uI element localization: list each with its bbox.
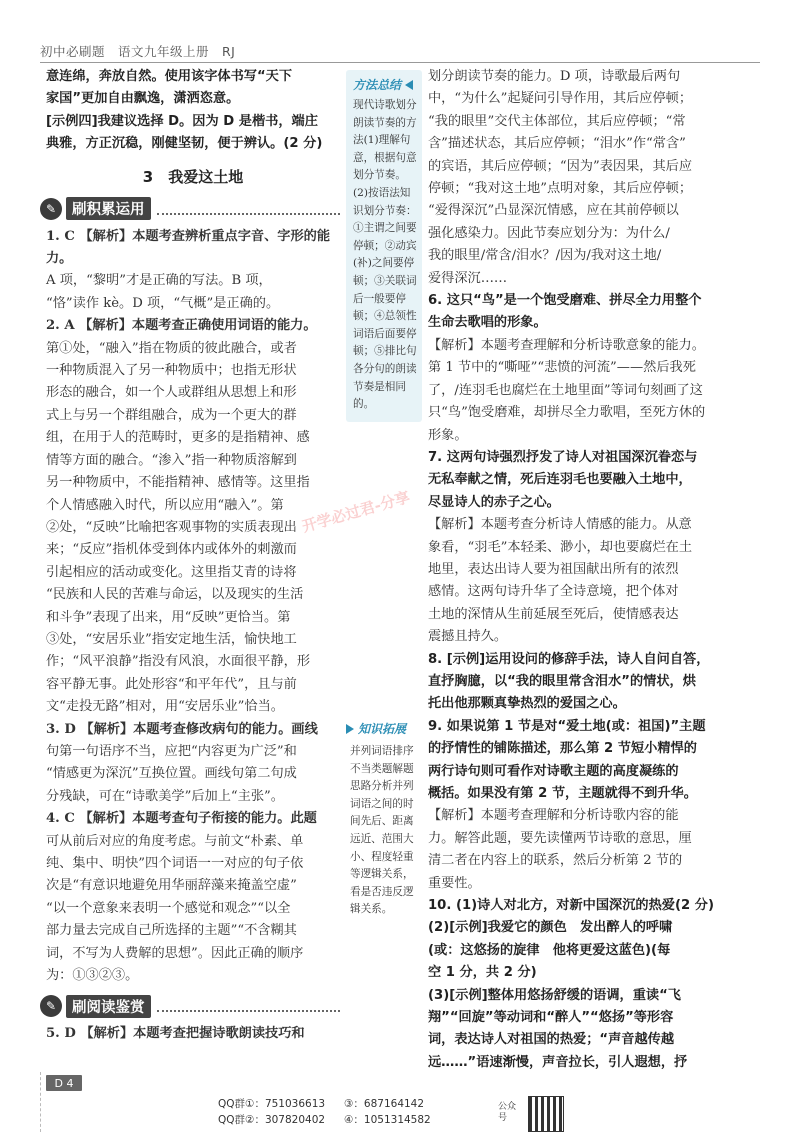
answer-q5 [46,1023,340,1045]
text-line: 文“走投无路”相对，用“安居乐业”恰当。 [46,699,284,715]
text-line: 意连绵，奔放自然。使用该字体书写“天下 [46,69,293,84]
left-column [46,66,340,1046]
page-header: 初中必刷题 语文九年级上册 RJ [40,44,236,59]
text-line: (或：这悠扬的旋律 他将更爱这蓝色)(每 [428,942,671,958]
text-line: 容平静无事。此处形容“和平年代”，且与前 [46,676,297,692]
answer-q7 [428,447,728,514]
analysis-q9 [428,805,728,895]
text-line: 2. A 【解析】本题考查正确使用词语的能力。 [46,318,317,334]
text-line: (2)[示例]我爱它的颜色 发出醉人的呼啸 [428,920,673,936]
analysis-q6 [428,335,728,447]
text-line: 9. 如果说第 1 节是对“爱土地(或：祖国)”主题 [428,718,706,734]
banner-label: 刷阅读鉴赏 [66,995,151,1018]
continued-answer [46,66,340,156]
text-line: 象看，“羽毛”本轻柔、渺小，却也要腐烂在土 [428,539,693,555]
text-line: 式上与另一个群组融合，成为一个更大的群 [46,407,297,423]
text-line: 为：①③②③。 [46,968,139,984]
text-line: “爱得深沉”凸显深沉情感，应在其前停顿以 [428,203,679,219]
dotted-divider [157,1000,341,1012]
answer-q9 [428,716,728,806]
qr-code-icon [528,1096,564,1132]
brush-icon: ✎ [40,995,62,1017]
text-line: 7. 这两句诗强烈抒发了诗人对祖国深沉眷恋与 [428,449,698,465]
text-line: 5. D 【解析】本题考查把握诗歌朗读技巧和 [46,1026,305,1042]
text-line: 句第一句语序不当，应把“内容更为广泛”和 [46,743,297,759]
qq-group-3: ③：687164142 [344,1098,425,1110]
right-column [428,66,728,1074]
text-line: 另一种物质中，不能指精神、感情等。这里指 [46,475,310,491]
text-line: 一种物质混入了另一种物质中；也指无形状 [46,363,297,379]
text-line: 地里，表达出诗人要为祖国献出所有的浓烈 [428,561,679,577]
text-line: “以一个意象来表明一个感觉和观念”“以全 [46,900,291,916]
text-line: 两行诗句则可看作对诗歌主题的高度凝练的 [428,763,679,779]
text-line: 爱得深沉…… [428,270,508,286]
text-line: 【解析】本题考查理解和分析诗歌意象的能力。 [428,337,705,353]
text-line: 托出他那颗真挚热烈的爱国之心。 [428,696,626,712]
binding-margin [0,1072,41,1132]
text-line: 生命去歌唱的形象。 [428,315,547,331]
watermark: 开学必过君-分享 [300,487,412,536]
text-line: 力。解答此题，要先读懂两节诗歌的意思，厘 [428,830,692,846]
answer-q4 [46,808,340,987]
text-line: A 项，“黎明”才是正确的写法。B 项， [46,273,272,289]
text-line: 情等方面的融合。“渗入”指一种物质溶解到 [46,452,297,468]
text-line: 我的眼里/常含/泪水？/因为/我对这土地/ [428,248,662,264]
text-line: 次是“有意识地避免用华丽辞藻来掩盖空虚” [46,878,297,894]
text-line: 分残缺，可在“诗歌美学”后加上“主张”。 [46,788,284,804]
text-line: 典雅，方正沉稳，刚健坚韧，便于辨认。(2 分) [46,136,323,152]
text-line: (3)[示例]整体用悠扬舒缓的语调，重读“飞 [428,987,681,1003]
text-line: 3. D 【解析】本题考查修改病句的能力。画线 [46,721,318,737]
text-line: 的抒情性的铺陈描述，那么第 2 节短小精悍的 [428,741,697,757]
answer-q8 [428,649,728,716]
qq-group-1: QQ群①：751036613 [218,1098,326,1110]
text-line: 无私奉献之情，死后连羽毛也要融入土地中， [428,472,692,488]
pointer-left-icon [405,80,413,90]
text-line: 作；“风平浪静”指没有风浪，水面很平静，形 [46,654,311,670]
text-line: 土地的深情从生前延展至死后，使情感表达 [428,606,679,622]
answer-q3 [46,719,340,809]
answer-q1 [46,226,340,316]
brush-icon: ✎ [40,198,62,220]
text-line: 感情。这两句诗升华了全诗意境，把个体对 [428,584,679,600]
text-line: 组，在用于人的范畴时，更多的是指精神、感 [46,430,310,446]
text-line: ③处，“安居乐业”指安定地生活，愉快地工 [46,631,297,647]
text-line: 只“鸟”饱受磨难，却拼尽全力歌唱，至死方休的 [428,405,706,421]
knowledge-extension-box [346,720,422,919]
text-line: 直抒胸臆，以“我的眼里常含泪水”的情状，烘 [428,673,696,689]
text-line: ②处，“反映”比喻把客观事物的实质表现出 [46,519,297,535]
text-line: 1. C 【解析】本题考查辨析重点字音、字形的能力。 [46,228,331,267]
text-line: 纯、集中、明快”四个词语一一对应的句子依 [46,856,304,871]
pointer-right-icon [346,724,354,734]
page-number: D 4 [46,1075,82,1091]
text-line: 尽显诗人的赤子之心。 [428,494,560,510]
text-line: 概括。如果没有第 2 节，主题就得不到升华。 [428,786,697,801]
text-line: “我的眼里”交代主体部位，其后应停顿；“常 [428,113,686,129]
text-line: 【解析】本题考查理解和分析诗歌内容的能 [428,808,679,824]
answer-q2 [46,315,340,718]
text-line: 停顿；“我对这土地”点明对象，其后应停顿； [428,181,693,197]
text-line: 翔”“回旋”等动词和“醉人”“悠扬”等形容 [428,1010,674,1026]
text-line: 和斗争”表现了出来，用“反映”更恰当。第 [46,609,291,625]
section-banner [40,196,340,222]
text-line: “恪”读作 kè。D 项，“气概”是正确的。 [46,295,280,311]
dotted-divider [157,203,341,215]
analysis-q7 [428,514,728,648]
text-line: 8. [示例]运用设问的修辞手法，诗人自问自答， [428,651,710,667]
text-line: 4. C 【解析】本题考查句子衔接的能力。此题 [46,811,317,827]
method-summary-header [353,76,417,93]
page-footer [0,1072,800,1132]
knowledge-extension-title: 知识拓展 [358,722,407,736]
knowledge-extension-header [346,720,422,737]
section-title: 3 我爱这土地 [142,167,244,186]
text-line: 震撼且持久。 [428,629,508,645]
text-line: 词，不写为人费解的思想”。因此正确的顺序 [46,945,304,961]
text-line: 10. (1)诗人对北方，对新中国深沉的热爱(2 分) [428,898,715,914]
text-line: “情感更为深沉”互换位置。画线句第二句成 [46,766,297,782]
text-line: 可从前后对应的角度考虑。与前文“朴素、单 [46,833,304,849]
text-line: 含”描述状态，其后应停顿；“泪水”作“常含” [428,136,686,152]
side-notes [346,70,422,422]
section-banner [40,993,340,1019]
method-summary-box [346,70,422,422]
text-line: 第 1 节中的“嘶哑”“悲愤的河流”——然后我死 [428,360,696,376]
text-line: 引起相应的活动或变化。这里指艾青的诗将 [46,564,297,580]
text-line: 强化感染力。因此节奏应划分为：为什么/ [428,225,670,241]
banner-label: 刷积累运用 [66,197,151,220]
text-line: 部力量去完成自己所选择的主题”“不含糊其 [46,923,297,939]
text-line: 形象。 [428,427,468,443]
text-line: 【解析】本题考查分析诗人情感的能力。从意 [428,517,692,533]
text-line: 形态的融合，如一个人或群组从思想上和形 [46,385,297,401]
method-summary-text: 现代诗歌划分朗读节奏的方法(1)理解句意，根据句意划分节奏。(2)按语法知识划分节奏：①主谓之间要停顿；②动宾(补)之间要停顿；③关联词后一般要停顿；④总领性词语后面要停顿；⑤排比句各分句的朗读节奏是相同的。 [353,99,417,411]
qq-group-4: ④：1051314582 [344,1114,431,1126]
text-line: 词，表达诗人对祖国的热爱；“声音越传越 [428,1032,675,1048]
text-line: 空 1 分，共 2 分) [428,965,537,981]
text-line: 来；“反应”指机体受到体内或体外的刺激而 [46,542,297,558]
qr-label: 公众号 [498,1102,517,1123]
text-line: 重要性。 [428,875,481,891]
text-line: 划分朗读节奏的能力。D 项，诗歌最后两句 [428,69,681,84]
text-line: 清二者在内容上的联系，然后分析第 2 节的 [428,853,683,869]
header-divider [40,62,760,63]
method-summary-title: 方法总结 [353,78,402,92]
answer-q5-continued [428,66,728,290]
text-line: “民族和人民的苦难与命运，以及现实的生活 [46,587,304,603]
answer-q10 [428,895,728,1074]
answer-q6 [428,290,728,335]
knowledge-extension-text: 并列词语排序不当类题解题思路分析并列词语之间的时间先后、距离远近、范围大小、程度轻重等逻辑关系，看是否违反逻辑关系。 [350,745,414,916]
text-line: 的宾语，其后应停顿；“因为”表因果，其后应 [428,158,693,174]
text-line: 远……”语速渐慢，声音拉长，引人遐想，抒 [428,1054,688,1070]
text-line: 了，/连羽毛也腐烂在土地里面”等词句刻画了这 [428,382,703,398]
text-line: 个人情感融入时代，所以应用“融入”。第 [46,497,284,513]
text-line: 6. 这只“鸟”是一个饱受磨难、拼尽全力用整个 [428,293,702,309]
qq-group-2: QQ群②：307820402 [218,1114,326,1126]
text-line: 第①处，“融入”指在物质的彼此融合，或者 [46,340,297,356]
text-line: 中，“为什么”起疑问引导作用，其后应停顿； [428,91,693,107]
text-line: [示例四]我建议选择 D。因为 D 是楷书，端庄 [46,113,318,129]
text-line: 家国”更加自由飘逸，潇洒恣意。 [46,91,240,107]
